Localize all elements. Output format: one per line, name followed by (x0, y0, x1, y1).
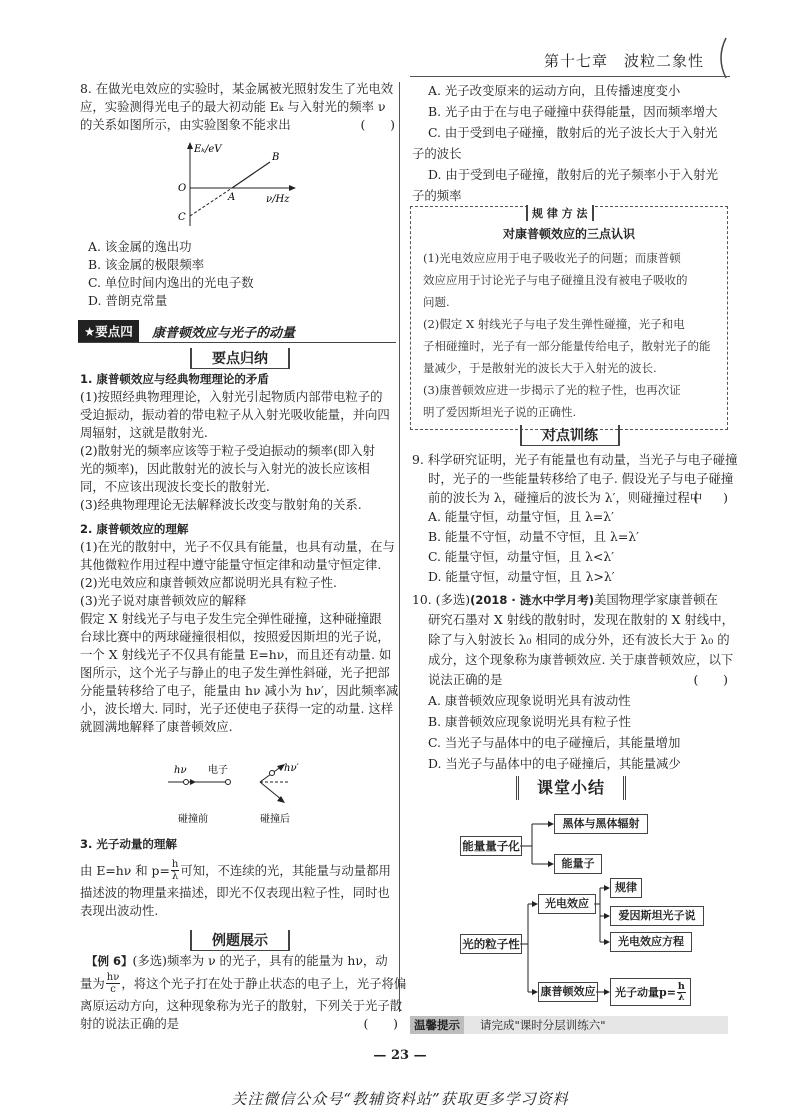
fraction-denominator: λ (678, 991, 685, 1003)
point-c-label: C (178, 212, 186, 223)
q8-line: 的关系如图所示，由实验图象不能求出 (80, 117, 291, 132)
paragraph-text: 可知，不连续的光，其能量与动量都用 (180, 862, 391, 878)
option[interactable]: D. 普朗克常量 (88, 293, 168, 308)
answer-paren: ( ) (693, 672, 728, 687)
recoil-electron-line (260, 782, 282, 800)
q9-line: 9. 科学研究证明，光子有能量也有动量，当光子与电子碰撞 (412, 452, 738, 467)
paragraph-line: (2)光电效应和康普顿效应都说明光具有粒子性. (80, 575, 337, 590)
electron-label: 电子 (208, 765, 228, 776)
node-photoelectric: 光电效应 (538, 894, 596, 914)
option[interactable]: A. 光子改变原来的运动方向，且传播速度变小 (428, 83, 681, 98)
header-bracket-decoration (712, 36, 732, 80)
option[interactable]: B. 康普顿效应现象说明光具有粒子性 (428, 714, 631, 729)
paragraph-line: 小，波长增大. 同时，光子还使电子获得一定的动量. 这样 (80, 701, 394, 716)
answer-paren: ( ) (693, 490, 728, 505)
q10-source: (2018 · 涟水中学月考) (470, 593, 594, 607)
paragraph-line: 受迫振动，振动着的带电粒子从入射光吸收能量，并向四 (80, 407, 390, 422)
node-quantization: 能量量子化 (460, 836, 522, 856)
fraction-denominator: c (110, 984, 116, 995)
point-a-label: A (228, 192, 236, 203)
x-axis-label: ν/Hz (266, 194, 290, 205)
q8-line: 8. 在做光电效应的实验时，某金属被光照射发生了光电效 (80, 81, 394, 96)
section-title: 康普顿效应与光子的动量 (152, 326, 296, 341)
answer-paren: ( ) (363, 1016, 398, 1031)
q10-line: 美国物理学家康普顿在 (594, 592, 718, 607)
option[interactable]: D. 当光子与晶体中的电子碰撞后，其能量减少 (428, 756, 681, 771)
example-text: 量为 (80, 975, 105, 991)
example-label: 【例 6】 (86, 954, 133, 968)
paragraph-line: (1)在光的散射中，光子不仅具有能量，也具有动量，在与 (80, 539, 395, 554)
section-tag: ★要点四 (78, 320, 139, 342)
header-rule (410, 76, 730, 77)
class-summary-title: 课堂小结 (516, 776, 626, 800)
compton-collision-diagram (160, 758, 330, 830)
node-pe-equation: 光电效应方程 (610, 932, 692, 952)
paragraph-line: (2)散射光的频率应该等于粒子受迫振动的频率(即入射 (80, 443, 375, 458)
node-quantum: 能量子 (554, 854, 602, 874)
paragraph-line: 光的频率)，因此散射光的波长与入射光的波长应该相 (80, 461, 370, 476)
electron-dot (226, 780, 231, 785)
paragraph-line: 其他微粒作用过程中遵守能量守恒定律和动量守恒定律. (80, 557, 382, 572)
y-axis-arrow (187, 142, 193, 149)
option[interactable]: D. 由于受到电子碰撞，散射后的光子频率小于入射光 (428, 167, 718, 182)
node-photon-momentum (610, 978, 691, 1006)
summary-section-2 (80, 520, 398, 736)
question-9 (412, 450, 738, 587)
answer-paren: ( ) (360, 117, 395, 132)
node-laws: 规律 (610, 878, 642, 898)
paragraph-line: 图所示，这个光子与静止的电子发生弹性斜碰，光子把部 (80, 665, 390, 680)
method-box (410, 206, 728, 430)
mind-map (410, 806, 728, 1014)
dashed-extension (190, 188, 232, 216)
method-tag: 规 律 方 法 (526, 205, 594, 221)
option[interactable]: B. 光子由于在与电子碰撞中获得能量，因而频率增大 (428, 104, 718, 119)
example-text: ，将这个光子打在处于静止状态的电子上，光子将偏 (121, 975, 407, 991)
method-line: 量减少，于是散射光的波长大于入射光的波长. (423, 361, 657, 375)
paragraph-line: (3)光子说对康普顿效应的解释 (80, 593, 247, 608)
paragraph-line: 同，不应该出现波长变长的散射光. (80, 479, 270, 494)
q10-line: 说法正确的是 (428, 672, 503, 687)
method-line: 明了爱因斯坦光子说的正确性. (423, 405, 577, 419)
method-line: (3)康普顿效应进一步揭示了光的粒子性，也再次证 (423, 383, 681, 397)
before-label: 碰撞前 (178, 814, 208, 825)
question-8 (80, 80, 395, 134)
fraction-h-over-lambda (171, 859, 179, 882)
example-text: 离原运动方向，这种现象称为光子的散射，下列关于光子散 (80, 998, 403, 1013)
fraction-numerator: h (171, 859, 179, 870)
tip-tag: 温馨提示 (410, 1016, 464, 1034)
fraction-denominator: λ (171, 871, 179, 882)
q10-number: 10. (多选) (412, 592, 471, 607)
paragraph-line: 周辐射，这就是散射光. (80, 425, 208, 440)
hv-label: hν (174, 765, 187, 776)
option[interactable]: A. 康普顿效应现象说明光具有波动性 (428, 693, 631, 708)
paragraph-line: (1)按照经典物理理论，入射光引起物质内部带电粒子的 (80, 389, 383, 404)
subheading: 1. 康普顿效应与经典物理理论的矛盾 (80, 372, 269, 386)
q9-line: 时，光子的一些能量转移给了电子. 假设光子与电子碰撞 (428, 471, 734, 486)
option-continued: 子的波长 (412, 146, 462, 161)
method-line: (1)光电效应应用于电子吸收光子的问题；而康普顿 (423, 251, 681, 265)
photon-momentum-label: 光子动量p= (615, 986, 676, 999)
paragraph-line: 台球比赛中的两球碰撞很相似，按照爱因斯坦的光子说， (80, 629, 390, 644)
summary-section-1 (80, 370, 398, 514)
scattered-photon-dot (270, 771, 275, 776)
example-6 (80, 952, 407, 1033)
q10-line: 成分，这个现象称为康普顿效应. 关于康普顿效应，以下 (428, 652, 734, 667)
fraction-numerator: h (677, 980, 685, 992)
photon-arrow (190, 779, 196, 785)
paragraph-line: 分能量转移给了电子，能量由 hν 减小为 hν′，因此频率减 (80, 683, 399, 698)
q8-options (88, 238, 254, 310)
section-banner (78, 320, 396, 343)
subheading: 3. 光子动量的理解 (80, 837, 177, 851)
summary-section-3 (80, 835, 398, 920)
method-line: 子相碰撞时，光子有一部分能量传给电子，散射光子的能 (423, 339, 711, 353)
option[interactable]: D. 能量守恒，动量守恒，且 λ>λ′ (428, 569, 615, 584)
y-axis-label: Eₖ/eV (194, 144, 222, 155)
summary-title: 要点归纳 (190, 348, 290, 369)
promo-text: 关注微信公众号“教辅资料站”获取更多学习资料 (231, 1090, 569, 1108)
chapter-header: 第十七章 波粒二象性 (543, 52, 704, 70)
fraction-h-over-lambda (677, 982, 686, 1003)
paragraph-line: 就圆满地解释了康普顿效应. (80, 719, 233, 734)
column-separator (399, 82, 400, 1012)
fraction-numerator: hν (106, 972, 120, 983)
example-text: 射的说法正确的是 (80, 1016, 180, 1031)
paragraph-line: 表现出波动性. (80, 903, 159, 918)
paragraph-line: 描述波的物理量来描述，即光不仅表现出粒子性，同时也 (80, 885, 390, 900)
subheading: 2. 康普顿效应的理解 (80, 522, 189, 536)
origin-label: O (178, 183, 187, 194)
ek-line (232, 162, 270, 188)
option[interactable]: C. 能量守恒，动量守恒，且 λ<λ′ (428, 549, 615, 564)
photon-dot (184, 780, 189, 785)
option[interactable]: C. 当光子与晶体中的电子碰撞后，其能量增加 (428, 735, 681, 750)
point-b-label: B (272, 152, 280, 163)
option-continued: 子的频率 (412, 188, 462, 203)
q8-line: 应，实验测得光电子的最大初动能 Eₖ 与入射光的频率 ν (80, 99, 386, 114)
node-einstein: 爱因斯坦光子说 (610, 906, 704, 926)
method-title: 对康普顿效应的三点认识 (502, 227, 635, 241)
option[interactable]: C. 由于受到电子碰撞，散射后的光子波长大于入射光 (428, 125, 718, 140)
method-line: 效应应用于讨论光子与电子碰撞且没有被电子吸收的 (423, 273, 688, 287)
option[interactable]: A. 能量守恒，动量守恒，且 λ=λ′ (428, 509, 614, 524)
example-title: 例题展示 (190, 930, 290, 951)
q10-line: 研究石墨对 X 射线的散射时，发现在散射的 X 射线中， (428, 612, 734, 627)
tip-text: 请完成"课时分层训练六" (480, 1018, 606, 1032)
paragraph-line: 一个 X 射线光子不仅具有能量 E=hν，而且还有动量. 如 (80, 647, 392, 662)
ek-nu-graph (170, 140, 310, 236)
option[interactable]: C. 单位时间内逸出的光电子数 (88, 275, 254, 290)
x-axis-arrow (289, 185, 296, 191)
method-line: (2)假定 X 射线光子与电子发生弹性碰撞，光子和电 (423, 317, 685, 331)
training-title: 对点训练 (520, 425, 620, 446)
example-6-options (412, 80, 728, 206)
option[interactable]: A. 该金属的逸出功 (88, 239, 192, 254)
node-blackbody: 黑体与黑体辐射 (554, 814, 648, 834)
node-compton: 康普顿效应 (538, 982, 598, 1002)
option[interactable]: B. 能量不守恒，动量不守恒，且 λ=λ′ (428, 529, 639, 544)
node-particle-nature: 光的粒子性 (460, 934, 522, 954)
option[interactable]: B. 该金属的极限频率 (88, 257, 205, 272)
question-10 (412, 590, 734, 774)
fraction-hv-over-c (106, 972, 121, 995)
q10-line: 除了与入射波长 λ₀ 相同的成分外，还有波长大于 λ₀ 的 (428, 632, 730, 647)
page-number: — 23 — (373, 1048, 427, 1063)
q9-line: 前的波长为 λ，碰撞后的波长为 λ′，则碰撞过程中 (428, 490, 703, 505)
method-line: 问题. (423, 295, 450, 309)
paragraph-line: (3)经典物理理论无法解释波长改变与散射角的关系. (80, 497, 362, 512)
tip-bar (410, 1016, 728, 1034)
hv-prime-label: hν′ (284, 763, 299, 774)
paragraph-text: 由 E=hν 和 p= (80, 862, 170, 878)
paragraph-line: 假定 X 射线光子与电子发生完全弹性碰撞，这种碰撞跟 (80, 611, 382, 626)
example-text: (多选)频率为 ν 的光子，具有的能量为 hν，动 (132, 953, 388, 968)
after-label: 碰撞后 (260, 814, 290, 825)
